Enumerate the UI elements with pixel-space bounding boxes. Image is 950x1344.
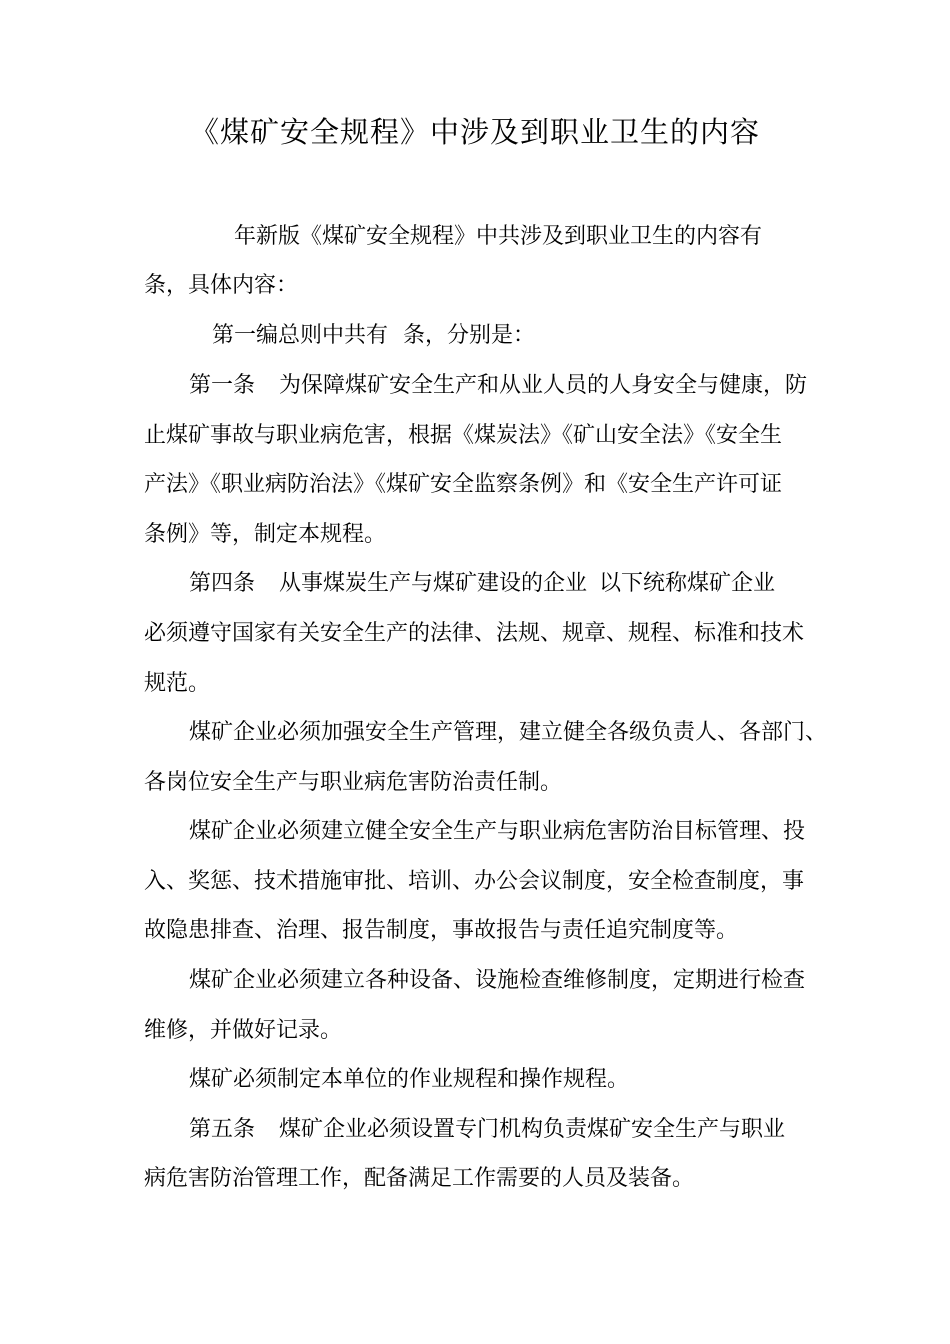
para-b-line-1: 煤矿企业必须建立健全安全生产与职业病危害防治目标管理、投	[189, 819, 806, 844]
article-1-line-4: 条例》等，制定本规程。	[144, 522, 387, 547]
article-1-line-3: 产法》《职业病防治法》《煤矿安全监察条例》和《安全生产许可证	[144, 472, 783, 497]
intro-line-1: 年新版《煤矿安全规程》中共涉及到职业卫生的内容有	[234, 224, 763, 249]
para-a-line-1: 煤矿企业必须加强安全生产管理，建立健全各级负责人、各部门、	[189, 720, 828, 745]
section-heading-part-2: 条，分别是：	[403, 323, 536, 348]
para-c-line-2: 维修，并做好记录。	[144, 1018, 343, 1043]
para-b-line-3: 故隐患排查、治理、报告制度，事故报告与责任追究制度等。	[144, 918, 739, 943]
article-4-line-2: 必须遵守国家有关安全生产的法律、法规、规章、规程、标准和技术	[144, 621, 805, 646]
article-5-line-2: 病危害防治管理工作，配备满足工作需要的人员及装备。	[144, 1166, 695, 1191]
article-1-label: 第一条	[189, 373, 256, 398]
article-4-label: 第四条	[189, 571, 256, 596]
article-4-text-1b: 以下统称煤矿企业	[599, 571, 776, 596]
article-4-line-3: 规范。	[144, 671, 211, 696]
article-1-text-1: 为保障煤矿安全生产和从业人员的人身安全与健康，防	[279, 373, 808, 398]
article-1-line-2: 止煤矿事故与职业病危害，根据《煤炭法》《矿山安全法》《安全生	[144, 423, 783, 448]
para-b-line-2: 入、奖惩、技术措施审批、培训、办公会议制度，安全检查制度，事	[144, 869, 805, 894]
section-heading	[212, 321, 535, 351]
intro-line-2: 条，具体内容：	[144, 273, 299, 298]
document-title: 《煤矿安全规程》中涉及到职业卫生的内容	[189, 115, 760, 149]
para-a-line-2: 各岗位安全生产与职业病危害防治责任制。	[144, 770, 563, 795]
article-5-label: 第五条	[189, 1117, 256, 1142]
article-5-line-1	[189, 1115, 785, 1145]
para-d-line-1: 煤矿必须制定本单位的作业规程和操作规程。	[189, 1067, 630, 1092]
article-4-text-1a: 从事煤炭生产与煤矿建设的企业	[279, 571, 588, 596]
section-heading-part-1: 第一编总则中共有	[212, 323, 389, 348]
article-1-line-1	[189, 371, 807, 401]
para-c-line-1: 煤矿企业必须建立各种设备、设施检查维修制度，定期进行检查	[189, 968, 806, 993]
article-5-text-1: 煤矿企业必须设置专门机构负责煤矿安全生产与职业	[279, 1117, 786, 1142]
article-4-line-1	[189, 569, 775, 599]
